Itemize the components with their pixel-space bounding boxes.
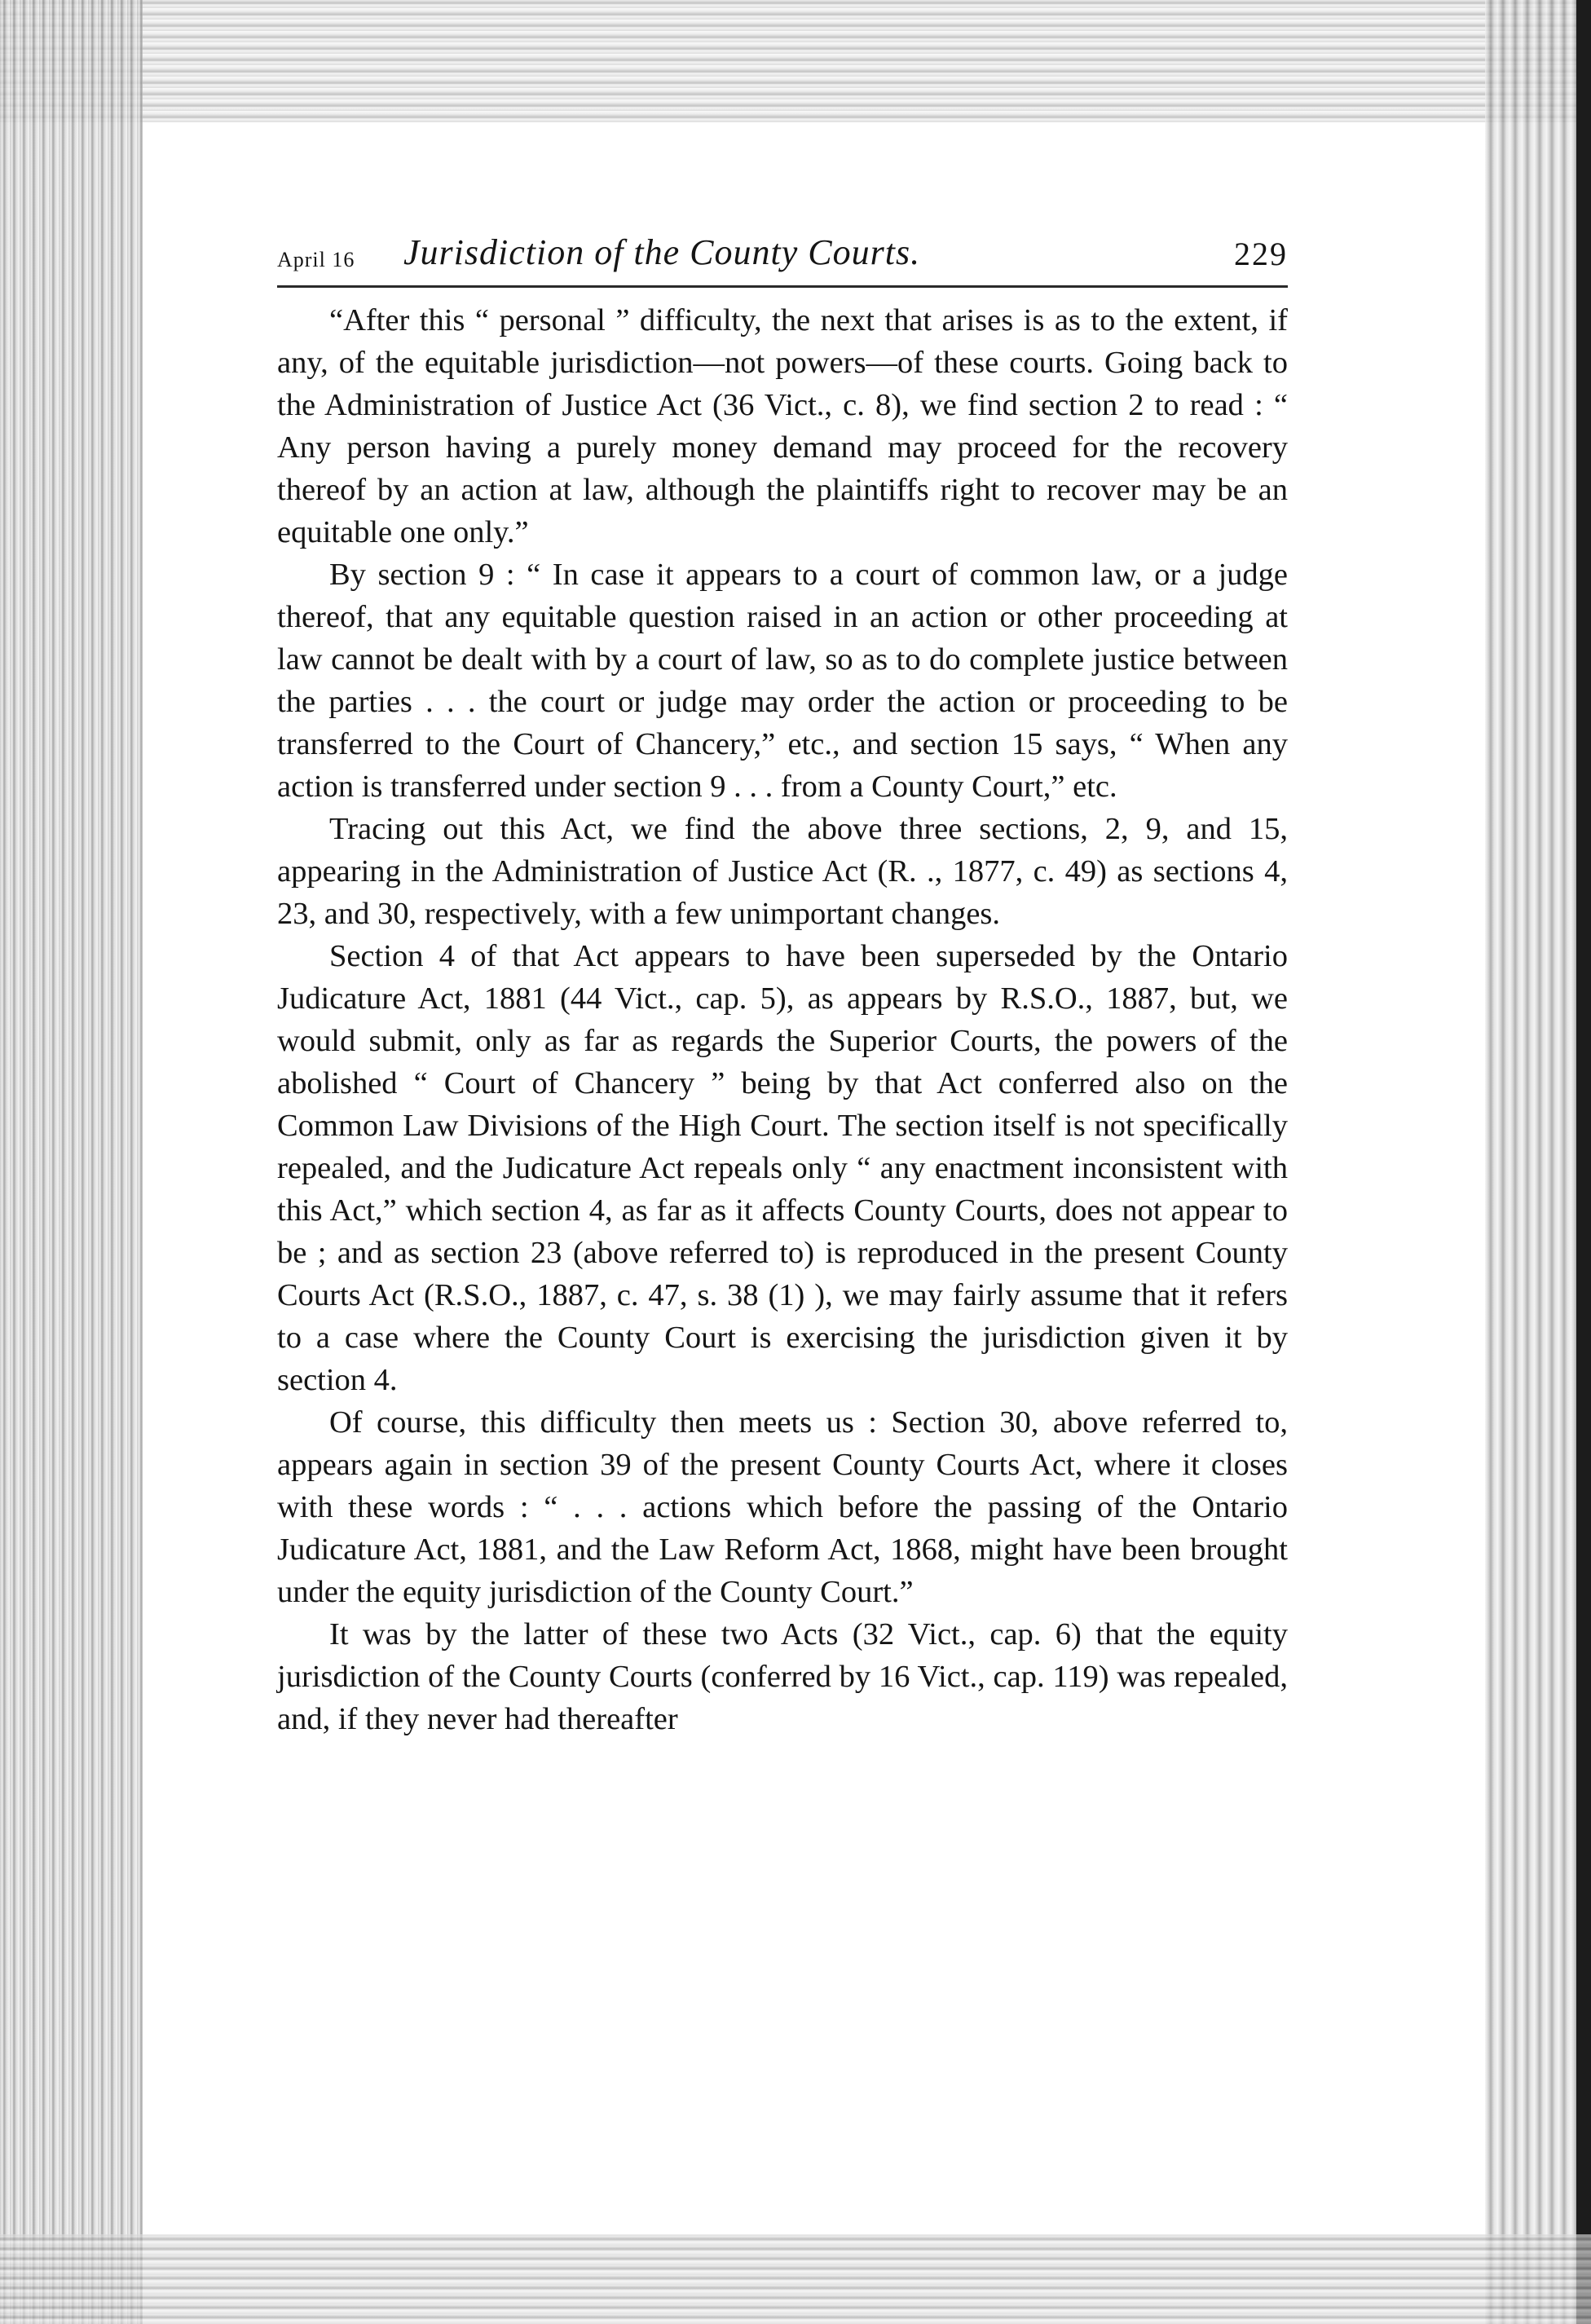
paragraph: Tracing out this Act, we find the above three sections, 2, 9, and 15, appearing in the Administration of Justice Act (R. ., 1877, c. 49) as sections 4, 23, and 30, respectively, with a few unimportant changes.	[277, 812, 1288, 931]
paragraph: Section 4 of that Act appears to have been superseded by the Ontario Judicature Act, 1881 (44 Vict., cap. 5), as appears by R.S.O., 1887, but, we would submit, only as far as regards the Superior Courts, the powers of the abolished “ Court of Chancery ” being by that Act conferred also on the Common Law Divisions of the High Court. The section itself is not specifically repealed, and the Judicature Act repeals only “ any enactment inconsistent with this Act,” which section 4, as far as it affects County Courts, does not appear to be ; and as section 23 (above referred to) is reproduced in the present County Courts Act (R.S.O., 1887, c. 47, s. 38 (1) ), we may fairly assume that it refers to a case where the County Court is exercising the jurisdiction given it by section 4.	[277, 939, 1288, 1397]
paragraph: It was by the latter of these two Acts (32 Vict., cap. 6) that the equity jurisdiction of the County Courts (conferred by 16 Vict., cap. 119) was repealed, and, if they never had thereafter	[277, 1617, 1288, 1736]
scan-border-left	[0, 0, 143, 2324]
scan-border-right	[1485, 0, 1591, 2324]
header-title: Jurisdiction of the County Courts.	[403, 232, 921, 272]
document-page	[277, 228, 1288, 1740]
paragraph: “After this “ personal ” difficulty, the next that arises is as to the extent, if any, of the equitable jurisdiction—not powers—of these courts. Going back to the Administration of Justice Act (36 Vict., c. 8), we find section 2 to read : “ Any person having a purely money demand may proceed for the recovery thereof by an action at law, although the plaintiffs right to recover may be an equitable one only.”	[277, 303, 1288, 549]
paragraph: By section 9 : “ In case it appears to a court of common law, or a judge thereof, that any equitable question raised in an action or other proceeding at law cannot be dealt with by a court of law, so as to do complete justice between the parties . . . the court or judge may order the action or proceeding to be transferred to the Court of Chancery,” etc., and section 15 says, “ When any action is transferred under section 9 . . . from a County Court,” etc.	[277, 558, 1288, 804]
running-header	[277, 228, 1288, 288]
body-text	[277, 299, 1288, 1740]
scan-edge-shadow	[1576, 0, 1591, 2324]
scan-border-top	[0, 0, 1591, 122]
scan-border-bottom	[0, 2234, 1591, 2324]
page-number: 229	[1234, 236, 1288, 272]
header-date: April 16	[277, 248, 355, 271]
paragraph: Of course, this difficulty then meets us : Section 30, above referred to, appears again in section 39 of the present County Courts Act, where it closes with these words : “ . . . actions which before the passing of the Ontario Judicature Act, 1881, and the Law Reform Act, 1868, might have been brought under the equity jurisdiction of the County Court.”	[277, 1405, 1288, 1609]
